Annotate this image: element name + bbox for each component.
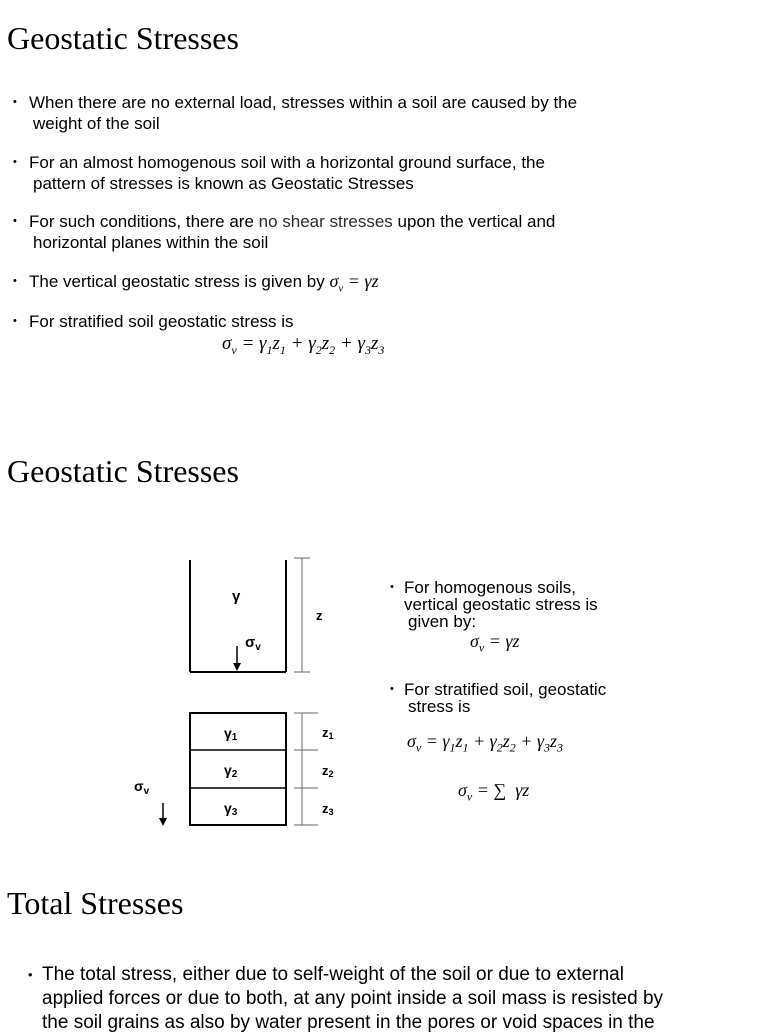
- z2-label: z2: [322, 763, 334, 779]
- bullet-text: The vertical geostatic stress is given by: [29, 272, 325, 291]
- sigma-v-label: $\sigma_v$: [245, 634, 261, 653]
- slide3-title: Total Stresses: [7, 885, 184, 921]
- bullet-text-line1: When there are no external load, stresses within a soil are caused by the: [29, 93, 578, 112]
- bullet-dot: •: [390, 581, 394, 593]
- bullet-text-c: upon the vertical and: [392, 212, 556, 231]
- bullet-total-stress: [28, 963, 663, 1035]
- z-label: z: [316, 608, 323, 623]
- no-shear-highlight: no shear stresses: [258, 212, 393, 231]
- outer-sigma-arrow-head: [159, 818, 167, 826]
- bullet-line2: applied forces or due to both, at any point inside a soil mass is resisted by: [42, 988, 664, 1009]
- bullet-line2: stress is: [408, 697, 471, 716]
- bullet-dot: •: [13, 156, 17, 168]
- bullet-vertical-stress: [13, 271, 379, 300]
- bullet-text-a: For such conditions, there are: [29, 212, 259, 231]
- bullet-text-line1: For an almost homogenous soil with a horizontal ground surface, the: [29, 153, 545, 172]
- gamma1-label: γ1: [224, 725, 238, 743]
- stratified-box: [190, 713, 286, 825]
- slide2-title: Geostatic Stresses: [7, 453, 239, 489]
- sum-symbol: ∑: [493, 780, 507, 800]
- bullet-text-line2: pattern of stresses is known as Geostatic Stresses: [33, 174, 414, 193]
- equation-stratified-2: $\sigma_v = \gamma_1z_1 + \gamma_2z_2 + \gamma_3z_3$: [407, 731, 564, 755]
- bullet-line1: For stratified soil, geostatic: [404, 680, 607, 699]
- sigma-arrow-head: [233, 663, 241, 671]
- bullet-line3: given by:: [408, 612, 477, 631]
- bullet-no-external-load: [13, 92, 577, 134]
- gamma3-label: γ3: [224, 800, 238, 818]
- bullet-text: For stratified soil geostatic stress is: [29, 312, 294, 331]
- slide1-title: Geostatic Stresses: [7, 20, 239, 56]
- gamma2-label: γ2: [224, 762, 238, 780]
- bullet-no-shear: [13, 211, 555, 253]
- bullet-dot: •: [28, 967, 33, 982]
- stress-diagram: [120, 545, 360, 835]
- equation-sigma-gamma-z: $\sigma_v = \gamma z$: [329, 271, 379, 295]
- bullet-line1: The total stress, either due to self-weight of the soil or due to external: [42, 964, 624, 985]
- bullet-text-line2: weight of the soil: [33, 114, 160, 133]
- gamma-label: γ: [232, 588, 241, 605]
- bullet-line1: For homogenous soils,: [404, 578, 576, 597]
- bullet-stratified: [13, 311, 294, 332]
- outer-sigma-v-label: $\sigma_v$: [134, 778, 150, 797]
- bullet-stratified-geostatic: [390, 681, 606, 715]
- bullet-homogenous-given: [390, 579, 598, 630]
- bullet-text-line2: horizontal planes within the soil: [33, 233, 269, 252]
- bullet-dot: •: [390, 683, 394, 695]
- bullet-homogenous-soil: [13, 152, 545, 194]
- equation-stratified: $\sigma_v = \gamma_1z_1 + \gamma_2z_2 + \gamma_3z_3$: [222, 333, 385, 357]
- bullet-dot: •: [13, 275, 17, 287]
- bullet-dot: •: [13, 96, 17, 108]
- equation-homogenous: $\sigma_v = \gamma z$: [470, 631, 520, 655]
- z3-label: z3: [322, 801, 334, 817]
- bullet-line2: vertical geostatic stress is: [404, 595, 598, 614]
- z1-label: z1: [322, 725, 334, 741]
- bullet-line3: the soil grains as also by water present in the pores or void spaces in the: [42, 1012, 655, 1033]
- bullet-dot: •: [13, 215, 17, 227]
- equation-sum: $\sigma_v$ = ∑ γz: [458, 780, 530, 804]
- bullet-dot: •: [13, 315, 17, 327]
